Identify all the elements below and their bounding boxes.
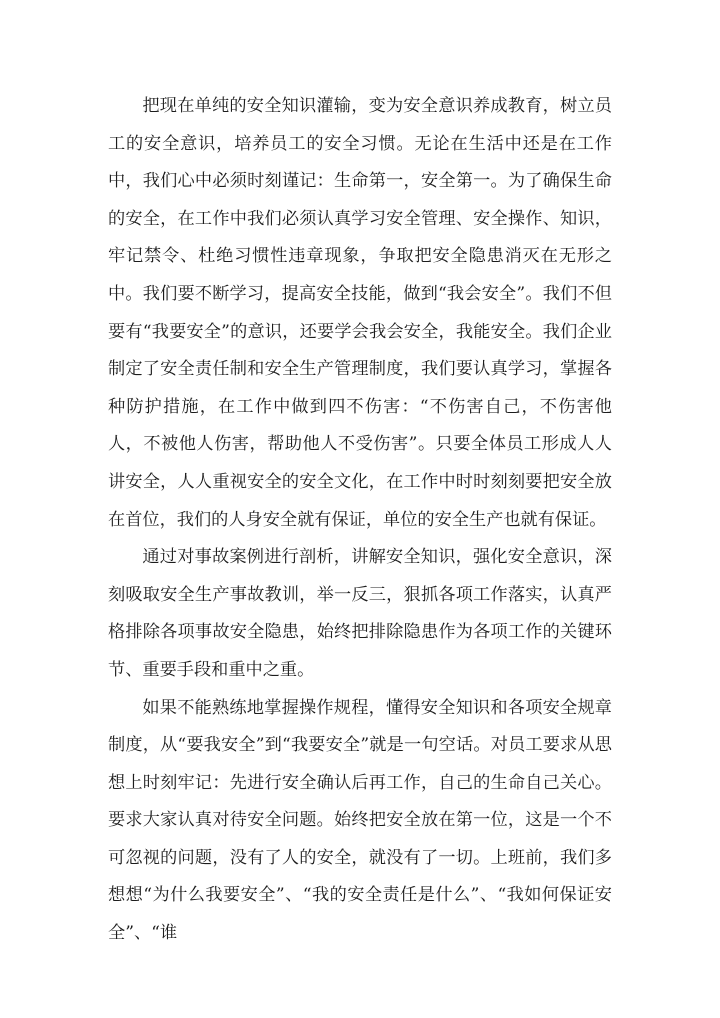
paragraph-3: 如果不能熟练地掌握操作规程，懂得安全知识和各项安全规章制度，从“要我安全”到“我要安全”就是一句空话。对员工要求从思想上时刻牢记：先进行安全确认后再工作，自己的生命自己关心。要求大家认真对待安全问题。始终把安全放在第一位，这是一个不可忽视的问题，没有了人的安全，就没有了一切。上班前，我们多想想“为什么我要安全”、“我的安全责任是什么”、“我如何保证安全”、“谁 xyxy=(108,697,612,944)
document-body xyxy=(108,88,612,953)
paragraph-1: 把现在单纯的安全知识灌输，变为安全意识养成教育，树立员工的安全意识，培养员工的安全习惯。无论在生活中还是在工作中，我们心中必须时刻谨记：生命第一，安全第一。为了确保生命的安全，在工作中我们必须认真学习安全管理、安全操作、知识，牢记禁令、杜绝习惯性违章现象，争取把安全隐患消灭在无形之中。我们要不断学习，提高安全技能，做到“我会安全”。我们不但要有“我要安全”的意识，还要学会我会安全，我能安全。我们企业制定了安全责任制和安全生产管理制度，我们要认真学习，掌握各种防护措施，在工作中做到四不伤害：“不伤害自己，不伤害他人，不被他人伤害，帮助他人不受伤害”。只要全体员工形成人人讲安全，人人重视安全的安全文化，在工作中时时刻刻要把安全放在首位，我们的人身安全就有保证，单位的安全生产也就有保证。 xyxy=(108,96,612,530)
paragraph-2: 通过对事故案例进行剖析，讲解安全知识，强化安全意识，深刻吸取安全生产事故教训，举一反三，狠抓各项工作落实，认真严格排除各项事故安全隐患，始终把排除隐患作为各项工作的关键环节、重要手段和重中之重。 xyxy=(108,547,612,680)
